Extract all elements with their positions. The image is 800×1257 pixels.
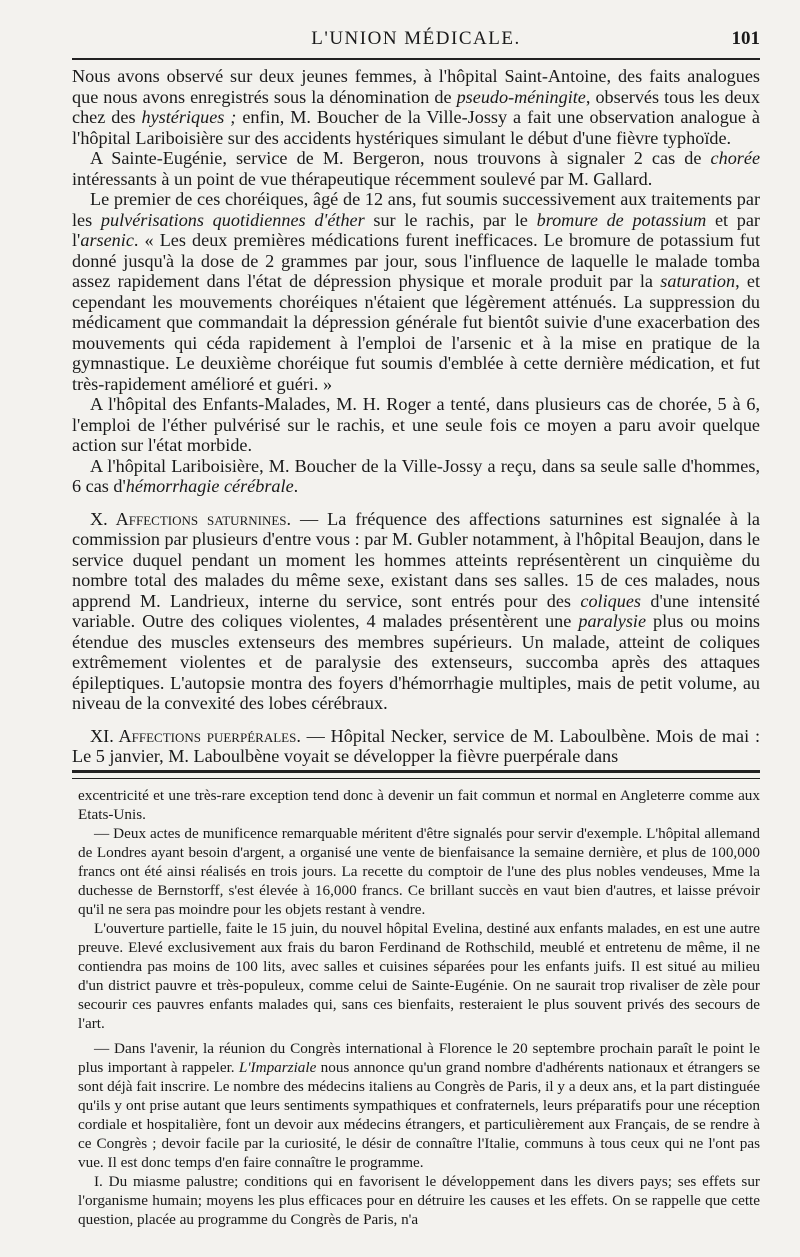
note-paragraph: I. Du miasme palustre; conditions qui en favorisent le développement dans les divers pays; ses effets sur l'organisme humain; moyens les plus efficaces pour en détruire les causes et les effets. On se rappelle que cette question, placée au programme du Congrès de Paris, n'a	[78, 1173, 760, 1228]
note-paragraph: — Dans l'avenir, la réunion du Congrès international à Florence le 20 septembre prochain paraît le point le plus important à rappeler. L'Imparziale nous annonce qu'un grand nombre d'adhérents nationaux et étrangers se sont déjà fait inscrire. Le nombre des médecins italiens au Congrès de Paris, il y a deux ans, et la part distinguée qu'ils y ont prise autant que leurs sentiments sympathiques et confraternels, leurs préparatifs pour une réception cordiale et hospitalière, font un devoir aux médecins étrangers, et particulièrement aux Français, de se rendre à ce Congrès ; devoir facile par la curiosité, le désir de connaître l'Italie, communs à tous ceux qui ne l'ont pas vue. Il est donc temps d'en faire connaître le programme.	[78, 1040, 761, 1171]
running-title: L'UNION MÉDICALE.	[311, 28, 521, 49]
feuilleton-rule	[72, 770, 760, 779]
note-paragraph: — Deux actes de munificence remarquable méritent d'être signalés pour servir d'exemple. L'hôpital allemand de Londres ayant besoin d'argent, a organisé une vente de bienfaisance la semaine dernière, et plus de 100,000 francs ont été ainsi réalisés en trois jours. La recette du comptoir de l'une des plus nobles vendeuses, Mme la duchesse de Bernstorff, s'est élevée à 16,000 francs. Ce brillant succès en vaut bien d'autres, et laisse prévoir qu'il ne sera pas moindre pour les objets restant à vendre.	[78, 825, 760, 918]
section-affections-puerperales: XI. Affections puerpérales. — Hôpital Necker, service de M. Laboulbène. Mois de mai : Le 5 janvier, M. Laboulbène voyait se développer la fièvre puerpérale dans	[72, 725, 761, 766]
note-paragraph: excentricité et une très-rare exception tend donc à devenir un fait commun et normal en Angleterre comme aux Etats-Unis.	[78, 787, 760, 823]
paragraph-sainte-eugenie: A Sainte-Eugénie, service de M. Bergeron, nous trouvons à signaler 2 cas de chorée intéressants à un point de vue thérapeutique récemment soulevé par M. Gallard.	[72, 148, 761, 189]
main-text	[72, 66, 760, 767]
page-header	[72, 28, 760, 58]
page-number: 101	[731, 28, 760, 49]
paragraph-pseudo-meningite: Nous avons observé sur deux jeunes femmes, à l'hôpital Saint-Antoine, des faits analogues que nous avons enregistrés sous la dénomination de pseudo-méningite, observés tous les deux chez des hystériques ; enfin, M. Boucher de la Ville-Jossy a fait une observation analogue à l'hôpital Lariboisière sur des accidents hystériques simulant le début d'une fièvre typhoïde.	[72, 66, 761, 148]
paragraph-choreiques: Le premier de ces choréiques, âgé de 12 ans, fut soumis successivement aux traitements par les pulvérisations quotidiennes d'éther sur le rachis, par le bromure de potassium et par l'arsenic. « Les deux premières médications furent inefficaces. Le bromure de potassium fut donné jusqu'à la dose de 2 grammes par jour, sous l'influence de laquelle le malade tomba assez rapidement dans l'état de dépression physique et morale produit par la saturation, et cependant les mouvements choréiques n'étaient que légèrement atténués. La suppression du médicament que commandait la dépression générale fut bientôt suivie d'une exacerbation des mouvements qui céda rapidement à l'emploi de l'arsenic et à la mise en pratique de la gymnastique. Le deuxième choréique fut soumis d'emblée à cette dernière médication, et fut très-rapidement amélioré et guéri. »	[72, 189, 761, 394]
section-heading: X. Affections saturnines.	[90, 508, 292, 529]
section-heading: XI. Affections puerpérales.	[90, 725, 301, 746]
paragraph-enfants-malades: A l'hôpital des Enfants-Malades, M. H. Roger a tenté, dans plusieurs cas de chorée, 5 à 6, l'emploi de l'éther pulvérisé sur le rachis, et une seule fois ce moyen a paru avoir quelque action sur l'état morbide.	[72, 394, 760, 455]
paragraph-lariboisiere: A l'hôpital Lariboisière, M. Boucher de la Ville-Jossy a reçu, dans sa seule salle d'hommes, 6 cas d'hémorrhagie cérébrale.	[72, 455, 760, 496]
note-paragraph: L'ouverture partielle, faite le 15 juin, du nouvel hôpital Evelina, destiné aux enfants malades, en est une autre preuve. Elevé exclusivement aux frais du baron Ferdinand de Rothschild, meublé et entretenu de même, il ne contiendra pas moins de 100 lits, avec salles et cuisines séparées pour les enfants juifs. Il est situé au milieu d'un district pauvre et très-populeux, comme celui de Sainte-Eugénie. On ne saurait trop rivaliser de zèle pour secourir ces pauvres enfants malades qui, sans ces bienfaits, resteraient le plus souvent privés des secours de l'art.	[78, 920, 760, 1032]
header-rule	[72, 58, 760, 60]
section-affections-saturnines: X. Affections saturnines. — La fréquence des affections saturnines est signalée à la commission par plusieurs d'entre vous : par M. Gubler notamment, à l'hôpital Beaujon, dans le service duquel pendant un moment les hommes atteints représentèrent un cinquième du nombre total des malades du même sexe, existant dans ses salles. 15 de ces malades, nous apprend M. Landrieux, interne du service, sont entrés pour des coliques d'une intensité variable. Outre des coliques violentes, 4 malades présentèrent une paralysie plus ou moins étendue des muscles extenseurs des membres supérieurs. Un malade, atteint de coliques extrêmement violentes et de paralysie des extenseurs, succomba après des attaques épileptiques. L'autopsie montra des foyers d'hémorrhagie multiples, mais de petit volume, au niveau de la convexité des lobes cérébraux.	[72, 508, 761, 713]
notes-column	[78, 786, 760, 1229]
